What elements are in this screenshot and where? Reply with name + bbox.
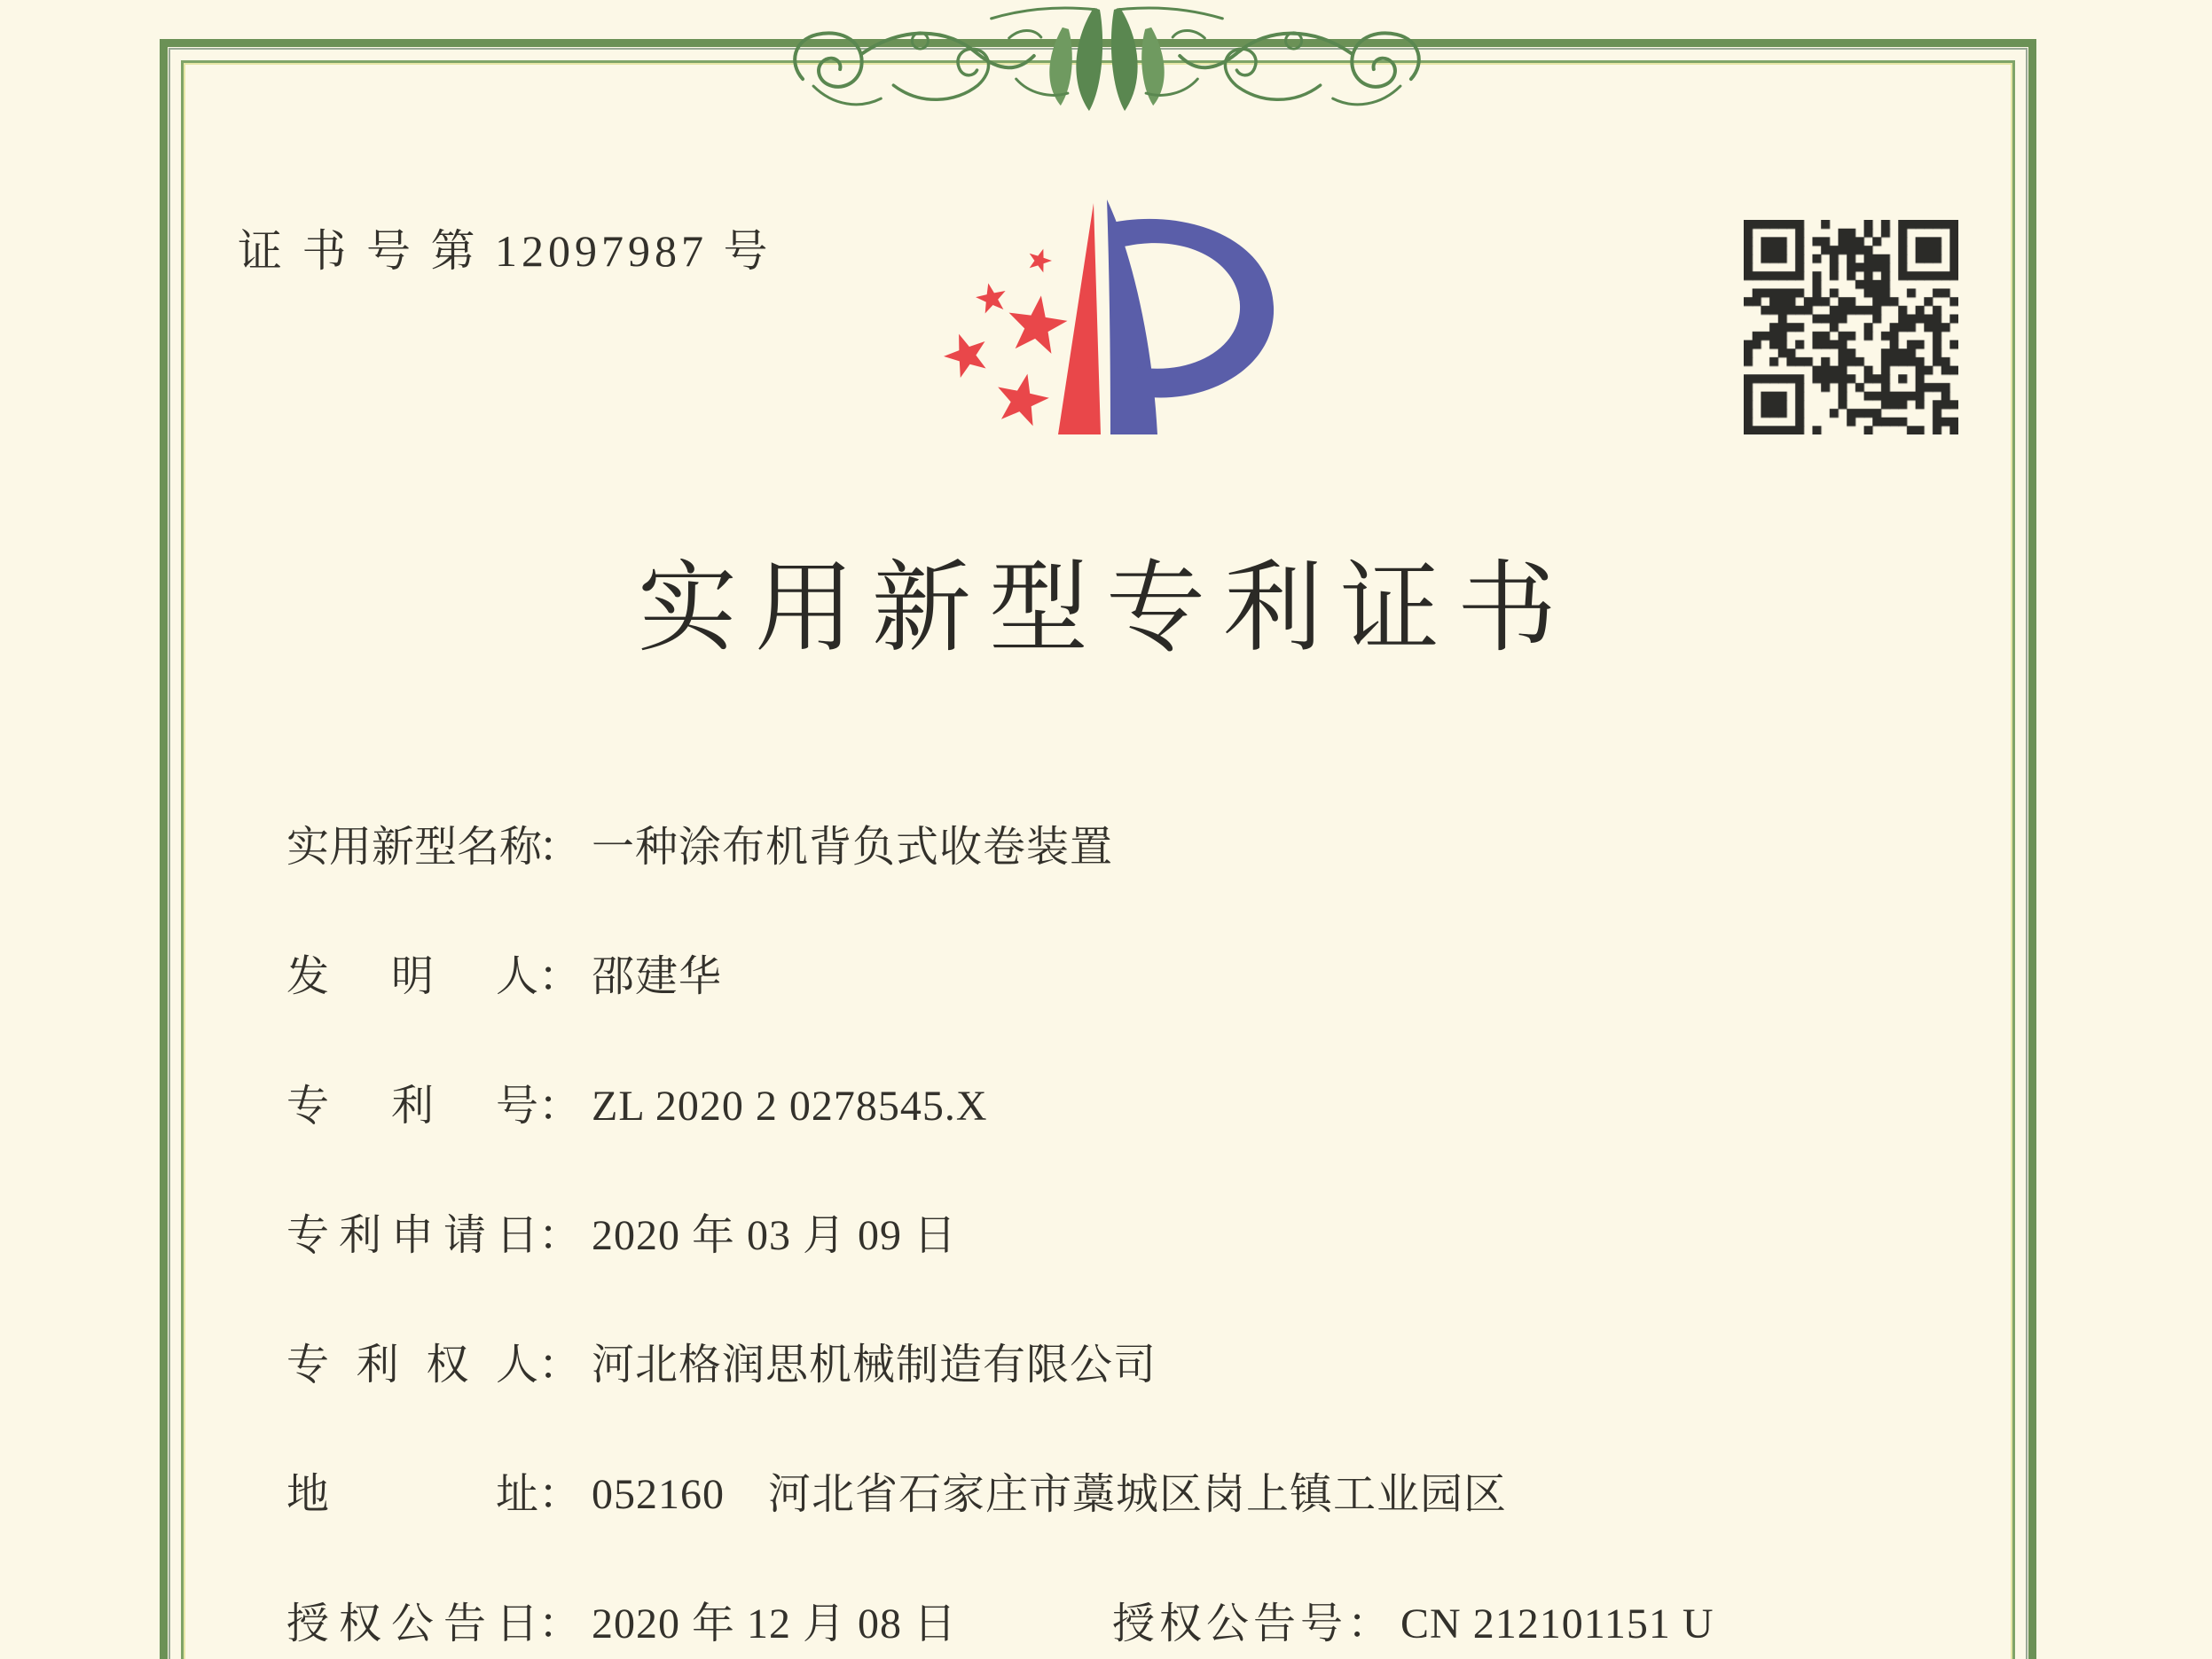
field-row-patent-number — [286, 1079, 988, 1134]
field-row-utility-model-name — [286, 820, 1113, 875]
colon: ： — [538, 1342, 582, 1389]
field-row-filing-date — [286, 1209, 957, 1264]
field-value: 2020 年 12 月 08 日 — [592, 1600, 958, 1647]
field-value: ZL 2020 2 0278545.X — [592, 1083, 988, 1130]
field-label: 发明人 — [286, 953, 538, 1000]
field-row-address — [286, 1467, 1507, 1522]
field-row-grant-number — [1112, 1597, 1714, 1652]
border-ornament-icon — [787, 0, 1427, 117]
certificate-title: 实用新型专利证书 — [638, 554, 1574, 664]
field-row-inventor — [286, 950, 722, 1005]
colon: ： — [538, 953, 582, 1000]
colon: ： — [538, 1471, 582, 1518]
field-label: 实用新型名称 — [286, 824, 543, 871]
field-label: 专利号 — [286, 1083, 538, 1130]
field-row-patentee — [286, 1338, 1157, 1393]
field-label: 地址 — [286, 1471, 538, 1518]
colon: ： — [538, 1600, 582, 1647]
qr-code — [1744, 220, 1958, 434]
field-value: CN 212101151 U — [1400, 1600, 1714, 1647]
field-label: 专利权人 — [286, 1342, 538, 1389]
field-value: 一种涂布机背负式收卷装置 — [592, 824, 1114, 871]
field-label: 授权公告日 — [286, 1600, 538, 1647]
colon: ： — [538, 1083, 582, 1130]
field-value: 2020 年 03 月 09 日 — [592, 1212, 958, 1259]
field-label: 授权公告号 — [1112, 1600, 1348, 1647]
field-value: 邵建华 — [592, 953, 723, 1000]
colon: ： — [538, 1212, 582, 1259]
field-label: 专利申请日 — [286, 1212, 538, 1259]
colon: ： — [1347, 1600, 1391, 1647]
certificate-number: 证 书 号 第 12097987 号 — [238, 226, 773, 276]
field-value: 052160 河北省石家庄市藁城区岗上镇工业园区 — [592, 1471, 1508, 1518]
field-row-grant — [286, 1597, 1714, 1652]
field-value: 河北格润思机械制造有限公司 — [592, 1342, 1157, 1389]
cnipa-patent-logo-icon — [887, 193, 1304, 439]
colon: ： — [538, 824, 582, 871]
